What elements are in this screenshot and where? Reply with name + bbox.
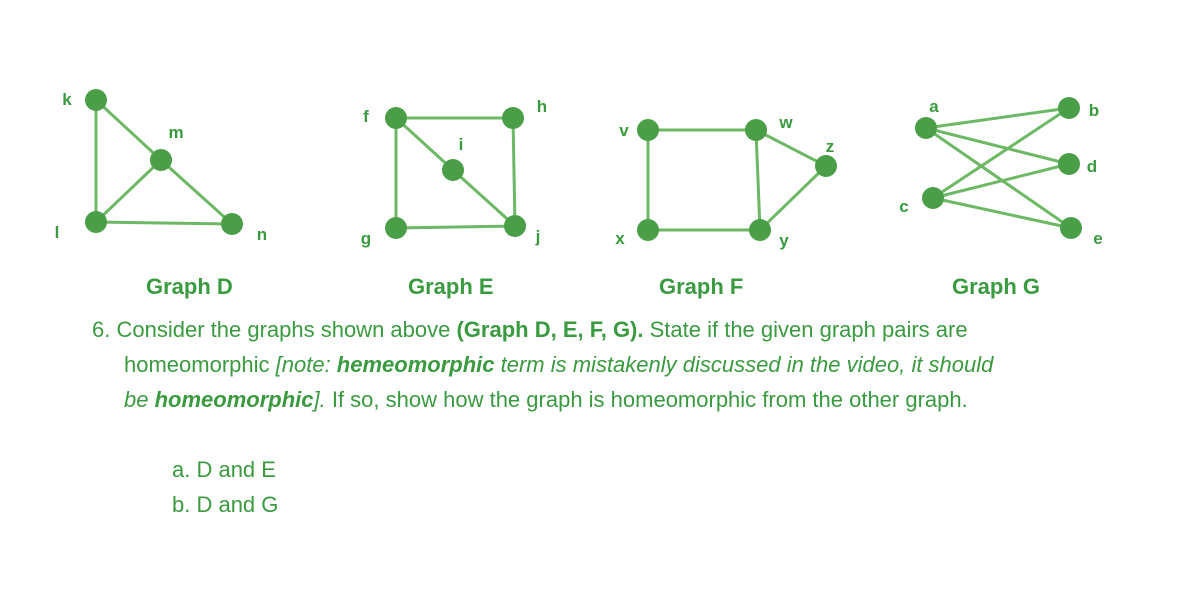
node-label-a: a — [929, 97, 939, 116]
edge-i-j — [453, 170, 515, 226]
edge-z-y — [760, 166, 826, 230]
edge-k-m — [96, 100, 161, 160]
node-l — [85, 211, 107, 233]
edge-h-j — [513, 118, 515, 226]
question-number: 6. — [92, 317, 111, 342]
node-label-e: e — [1093, 229, 1103, 248]
graph-d-caption: Graph D — [146, 274, 233, 299]
graph-g-caption: Graph G — [952, 274, 1041, 299]
question-graph-list: (Graph D, E, F, G). — [456, 317, 644, 342]
node-label-f: f — [363, 107, 369, 126]
node-label-g: g — [360, 229, 372, 248]
graph-e — [361, 97, 547, 248]
node-v — [637, 119, 659, 141]
edge-l-n — [96, 222, 232, 224]
question-6 — [92, 312, 1152, 417]
question-text: State if the given graph pairs are — [643, 317, 968, 342]
graph-f-caption: Graph F — [659, 274, 744, 299]
node-d — [1058, 153, 1080, 175]
question-line-3 — [92, 382, 1152, 417]
node-label-l: l — [54, 223, 60, 242]
graph-d — [55, 89, 268, 244]
node-label-i: i — [458, 135, 464, 154]
node-label-k: k — [62, 90, 72, 109]
node-label-z: z — [825, 137, 835, 156]
node-h — [502, 107, 524, 129]
node-b — [1058, 97, 1080, 119]
note-text: ]. — [313, 387, 326, 412]
edge-g-j — [396, 226, 515, 228]
answer-options — [172, 452, 278, 522]
node-e — [1060, 217, 1082, 239]
question-text: Consider the graphs shown above — [116, 317, 457, 342]
node-label-b: b — [1088, 101, 1100, 120]
node-k — [85, 89, 107, 111]
node-label-h: h — [536, 97, 548, 116]
edge-w-z — [756, 130, 826, 166]
edge-c-d — [933, 164, 1069, 198]
node-label-d: d — [1086, 157, 1098, 176]
edge-m-l — [96, 160, 161, 222]
node-label-c: c — [899, 197, 909, 216]
node-g — [385, 217, 407, 239]
node-label-v: v — [619, 121, 629, 140]
edge-c-b — [933, 108, 1069, 198]
edge-w-y — [756, 130, 760, 230]
note-term: hemeomorphic — [336, 352, 495, 377]
note-text: [note: — [275, 352, 337, 377]
graph-figure — [0, 0, 1200, 270]
note-text: be — [124, 387, 155, 412]
node-label-x: x — [615, 229, 625, 248]
option-b: b. D and G — [172, 492, 279, 517]
node-w — [745, 119, 767, 141]
node-label-y: y — [779, 231, 789, 250]
option-a: a. D and E — [172, 457, 276, 482]
node-label-w: w — [779, 113, 793, 132]
node-label-j: j — [535, 227, 541, 246]
node-c — [922, 187, 944, 209]
node-j — [504, 215, 526, 237]
node-i — [442, 159, 464, 181]
node-label-m: m — [168, 123, 184, 142]
graph-g — [899, 97, 1102, 248]
edge-a-d — [926, 128, 1069, 164]
question-text: If so, show how the graph is homeomorphic from the other graph. — [325, 387, 968, 412]
graph-e-caption: Graph E — [408, 274, 494, 299]
node-y — [749, 219, 771, 241]
question-line-1 — [92, 312, 1152, 347]
question-text: homeomorphic — [124, 352, 276, 377]
node-f — [385, 107, 407, 129]
note-text: term is mistakenly discussed in the video, it should — [494, 352, 994, 377]
edge-a-b — [926, 108, 1069, 128]
node-a — [915, 117, 937, 139]
question-line-2 — [92, 347, 1152, 382]
node-m — [150, 149, 172, 171]
node-z — [815, 155, 837, 177]
node-n — [221, 213, 243, 235]
node-label-n: n — [256, 225, 268, 244]
node-x — [637, 219, 659, 241]
graph-f — [615, 113, 837, 250]
note-term: homeomorphic — [154, 387, 314, 412]
edge-f-i — [396, 118, 453, 170]
edge-m-n — [161, 160, 232, 224]
